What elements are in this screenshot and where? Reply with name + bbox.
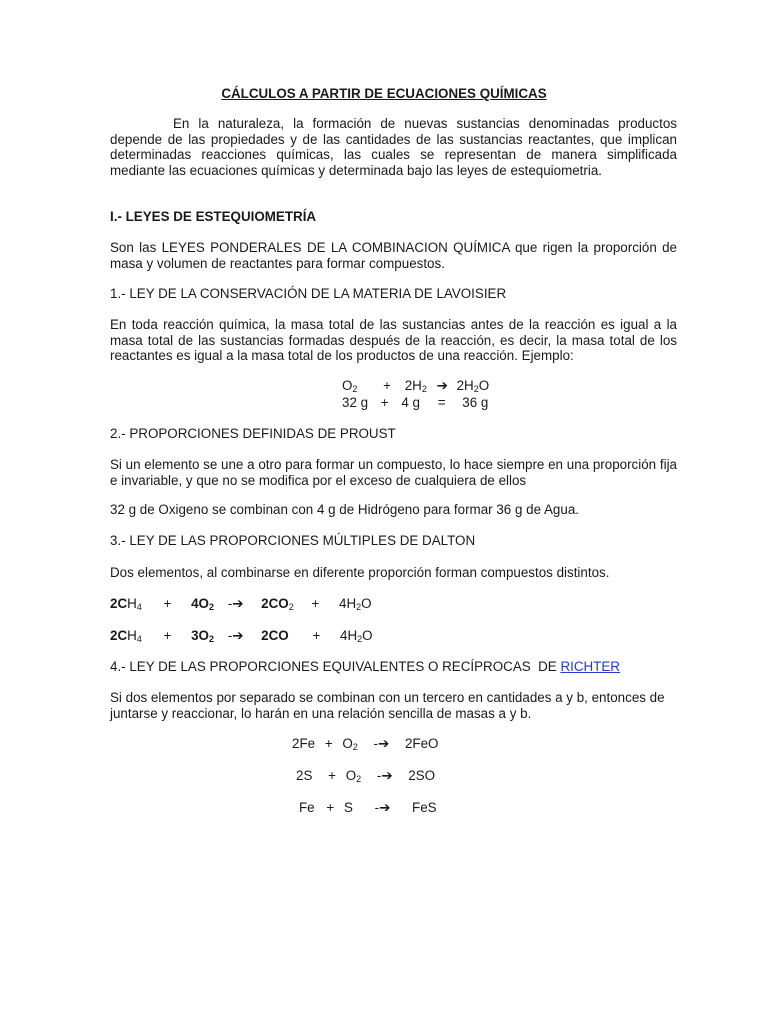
- mass-b: 4 g: [401, 395, 420, 410]
- law3-paragraph: Dos elementos, al combinarse en diferente proporción forman compuestos distintos.: [110, 565, 610, 580]
- plus-sign: +: [328, 768, 336, 783]
- law4-equation-1: [292, 736, 438, 752]
- formula-2feo: 2FeO: [404, 736, 439, 751]
- law2-heading: 2.- PROPORCIONES DEFINIDAS DE PROUST: [110, 426, 396, 441]
- formula-4o2: $4O_2$: [191, 596, 214, 612]
- formula-2co2: $2CO_2$: [261, 596, 294, 612]
- law4-paragraph: Si dos elementos por separado se combinan con un tercero en cantidades a y b, entonces de juntarse y reaccionar, lo harán en una relación sencilla de masas a y b.: [110, 690, 665, 721]
- law3-equation-2: [110, 628, 373, 644]
- formula-3o2: $3O_2$: [191, 628, 214, 644]
- formula-fe: Fe: [299, 800, 315, 815]
- law4-equation-3: [299, 800, 437, 816]
- intro-paragraph: En la naturaleza, la formación de nuevas sustancias denominadas productos depende de las propiedades y de las cantidades de las sustancias reactantes, que implican determinadas reacciones químicas, las cuales se representan de manera simplificada mediante las ecuaciones químicas y determinada bajo las leyes de estequiometria.: [110, 116, 677, 178]
- plus-sign: +: [380, 395, 389, 410]
- law4-heading: 4.- LEY DE LAS PROPORCIONES EQUIVALENTES O RECÍPROCAS DE RICHTER: [110, 659, 620, 674]
- law1-heading: 1.- LEY DE LA CONSERVACIÓN DE LA MATERIA DE LAVOISIER: [110, 286, 507, 301]
- formula-2ch4: $2CH_4$: [110, 596, 142, 612]
- equals-sign: =: [437, 395, 446, 410]
- formula-2h2: $2H_2$: [404, 378, 427, 394]
- arrow-icon: -➔: [227, 628, 244, 643]
- plus-sign: +: [312, 628, 321, 643]
- plus-sign: +: [383, 378, 391, 393]
- mass-c: 36 g: [462, 395, 489, 410]
- arrow-icon: -➔: [374, 800, 391, 815]
- arrow-icon: ➔: [436, 378, 448, 393]
- law4-equation-2: [296, 768, 435, 784]
- law3-equation-1: [110, 596, 372, 612]
- law1-equation-2: [342, 395, 488, 411]
- plus-sign: +: [324, 736, 333, 751]
- formula-4h2o: $4H_2O$: [340, 628, 373, 644]
- mass-a: 32 g: [342, 395, 369, 410]
- arrow-icon: -➔: [376, 768, 393, 783]
- formula-2ch4: $2CH_4$: [110, 628, 142, 644]
- formula-2fe: 2Fe: [292, 736, 316, 751]
- richter-link[interactable]: RICHTER: [560, 659, 620, 674]
- formula-fes: FeS: [412, 800, 437, 815]
- formula-2so: 2SO: [408, 768, 436, 783]
- law1-equation-1: [342, 378, 489, 394]
- law3-heading: 3.- LEY DE LAS PROPORCIONES MÚLTIPLES DE DALTON: [110, 533, 476, 548]
- arrow-icon: -➔: [227, 596, 244, 611]
- section-paragraph: Son las LEYES PONDERALES DE LA COMBINACION QUÍMICA que rigen la proporción de masa y volumen de reactantes para formar compuestos.: [110, 240, 677, 271]
- law2-paragraph: Si un elemento se une a otro para formar un compuesto, lo hace siempre en una proporción fija e invariable, y que no se modifica por el exceso de cualquiera de ellos: [110, 457, 677, 488]
- formula-2s: 2S: [296, 768, 313, 783]
- arrow-icon: -➔: [373, 736, 390, 751]
- plus-sign: +: [163, 596, 172, 611]
- formula-o2: $O_2$: [342, 736, 358, 752]
- formula-s: S: [343, 800, 353, 815]
- law2-example: 32 g de Oxigeno se combinan con 4 g de Hidrógeno para formar 36 g de Agua.: [110, 502, 579, 517]
- formula-4h2o: $4H_2O$: [339, 596, 372, 612]
- law1-paragraph: En toda reacción química, la masa total de las sustancias antes de la reacción es igual a la masa total de las sustancias formadas después de la reacción, es decir, la masa total de los reactantes es igual a la masa total de los productos de una reacción. Ejemplo:: [110, 317, 677, 363]
- formula-o2: $O_2$: [342, 378, 358, 394]
- section-heading: I.- LEYES DE ESTEQUIOMETRÍA: [110, 209, 317, 224]
- formula-2h2o: $2H_2O$: [456, 378, 490, 394]
- plus-sign: +: [326, 800, 335, 815]
- page-title: CÁLCULOS A PARTIR DE ECUACIONES QUÍMICAS: [221, 86, 547, 101]
- plus-sign: +: [311, 596, 320, 611]
- plus-sign: +: [163, 628, 172, 643]
- formula-o2: $O_2$: [345, 768, 362, 784]
- formula-2co: 2CO: [261, 628, 289, 643]
